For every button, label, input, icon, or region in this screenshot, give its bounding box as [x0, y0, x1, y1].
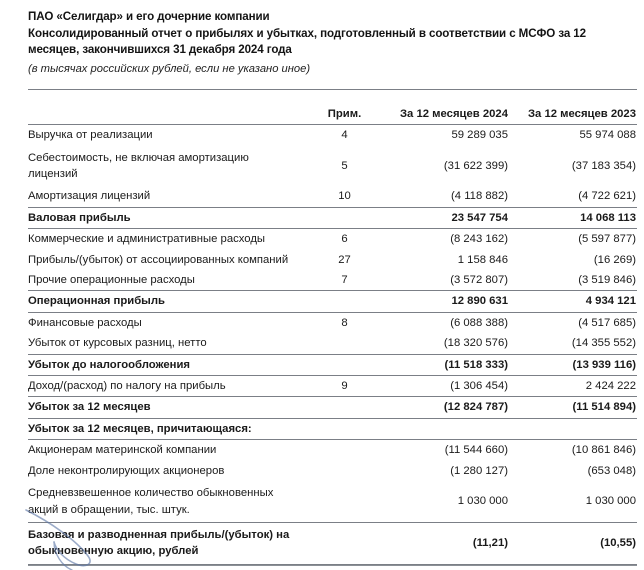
table-row	[28, 207, 637, 228]
row-note	[308, 333, 381, 354]
row-note: 5	[341, 159, 348, 172]
row-label: Убыток за 12 месяцев	[28, 397, 308, 418]
row-value-2023: 1 030 000	[585, 495, 636, 508]
table-body	[28, 125, 637, 565]
row-label: Операционная прибыль	[28, 291, 308, 312]
row-value-2023: 14 068 113	[509, 207, 637, 228]
table-row	[28, 250, 637, 270]
row-value-2024: (1 306 454)	[381, 376, 509, 397]
row-value-2024: (6 088 388)	[381, 312, 509, 333]
footer-divider	[28, 565, 637, 566]
table-row	[28, 125, 637, 146]
row-value-2023: (16 269)	[593, 253, 636, 266]
row-label: Доход/(расход) по налогу на прибыль	[28, 376, 308, 397]
row-note	[308, 440, 381, 461]
row-note	[308, 291, 381, 312]
table-row	[28, 291, 637, 312]
row-value-2024: 23 547 754	[381, 207, 509, 228]
row-value-2023: (10,55)	[509, 522, 637, 564]
row-label: Финансовые расходы	[28, 312, 308, 333]
row-value-2024: (31 622 399)	[443, 159, 508, 172]
table-row	[28, 146, 637, 187]
row-note	[308, 461, 381, 481]
column-header-note: Прим.	[308, 104, 381, 125]
row-note: 6	[308, 229, 381, 250]
row-value-2024: 1 030 000	[457, 495, 508, 508]
row-value-2023: 55 974 088	[579, 129, 636, 142]
row-value-2024: (8 243 162)	[381, 229, 509, 250]
row-value-2023: (5 597 877)	[509, 229, 637, 250]
table-row	[28, 461, 637, 481]
row-value-2024: 1 158 846	[457, 253, 508, 266]
row-note: 10	[338, 190, 351, 203]
row-value-2024: (18 320 576)	[443, 337, 508, 350]
table-row	[28, 418, 637, 439]
row-note: 8	[308, 312, 381, 333]
table-row	[28, 333, 637, 354]
row-value-2024: (11 518 333)	[381, 354, 509, 375]
row-note	[308, 481, 381, 522]
row-value-2024: (11,21)	[381, 522, 509, 564]
row-note: 9	[308, 376, 381, 397]
row-note	[308, 397, 381, 418]
row-value-2023: 2 424 222	[509, 376, 637, 397]
row-label: Амортизация лицензий	[28, 190, 151, 203]
row-value-2023	[509, 418, 637, 439]
row-label: Убыток до налогообложения	[28, 354, 308, 375]
row-label: Доле неконтролирующих акционеров	[28, 464, 225, 477]
row-note	[308, 418, 381, 439]
row-note	[308, 522, 381, 564]
column-header-label	[28, 104, 308, 125]
row-label: Прибыль/(убыток) от ассоциированных компаний	[28, 253, 289, 266]
table-header-row	[28, 104, 637, 125]
income-statement-table	[28, 104, 637, 565]
row-label: Себестоимость, не включая амортизацию лицензий	[28, 151, 249, 180]
report-title: Консолидированный отчет о прибылях и убытках, подготовленный в соответствии с МСФО за 12 месяцев, закончившихся 31 декабря 2024 года	[28, 26, 587, 57]
row-value-2024: (1 280 127)	[450, 464, 508, 477]
row-value-2023: (10 861 846)	[509, 440, 637, 461]
row-note	[308, 354, 381, 375]
row-value-2024: (4 118 882)	[451, 190, 508, 203]
row-label: Убыток от курсовых разниц, нетто	[28, 337, 207, 350]
table-row	[28, 354, 637, 375]
row-label: Базовая и разводненная прибыль/(убыток) на обыкновенную акцию, рублей	[28, 522, 308, 564]
row-value-2023: (13 939 116)	[509, 354, 637, 375]
row-value-2023: (3 519 846)	[578, 274, 636, 287]
row-label: Средневзвешенное количество обыкновенных акций в обращении, тыс. штук.	[28, 487, 274, 516]
row-value-2023: (4 517 685)	[509, 312, 637, 333]
row-value-2023: (14 355 552)	[571, 337, 636, 350]
row-value-2024: 12 890 631	[381, 291, 509, 312]
table-head	[28, 104, 637, 125]
table-row	[28, 522, 637, 564]
row-value-2023: (653 048)	[587, 464, 636, 477]
row-note: 27	[338, 253, 351, 266]
table-row	[28, 229, 637, 250]
row-value-2024	[381, 418, 509, 439]
row-label: Коммерческие и административные расходы	[28, 229, 308, 250]
row-label: Убыток за 12 месяцев, причитающаяся:	[28, 418, 308, 439]
table-row	[28, 481, 637, 522]
row-value-2024: 59 289 035	[451, 129, 508, 142]
row-value-2023: (37 183 354)	[571, 159, 636, 172]
row-value-2024: (3 572 807)	[450, 274, 508, 287]
row-label: Выручка от реализации	[28, 129, 153, 142]
row-label: Прочие операционные расходы	[28, 274, 195, 287]
row-note	[308, 207, 381, 228]
table-row	[28, 397, 637, 418]
row-value-2023: (4 722 621)	[578, 190, 636, 203]
column-header-2023: За 12 месяцев 2023	[509, 104, 637, 125]
units-note: (в тысячах российских рублей, если не указано иное)	[28, 62, 311, 75]
company-name: ПАО «Селигдар» и его дочерние компании	[28, 10, 270, 23]
table-row	[28, 186, 637, 207]
row-note: 7	[341, 274, 348, 287]
row-value-2024: (11 544 660)	[381, 440, 509, 461]
table-row	[28, 440, 637, 461]
header-divider	[28, 89, 637, 90]
row-note: 4	[341, 129, 348, 142]
document-header	[28, 0, 637, 78]
column-header-2024: За 12 месяцев 2024	[381, 104, 509, 125]
row-value-2024: (12 824 787)	[381, 397, 509, 418]
table-row	[28, 270, 637, 291]
row-value-2023: 4 934 121	[509, 291, 637, 312]
row-label: Валовая прибыль	[28, 207, 308, 228]
table-row	[28, 376, 637, 397]
table-row	[28, 312, 637, 333]
row-value-2023: (11 514 894)	[509, 397, 637, 418]
row-label: Акционерам материнской компании	[28, 440, 308, 461]
